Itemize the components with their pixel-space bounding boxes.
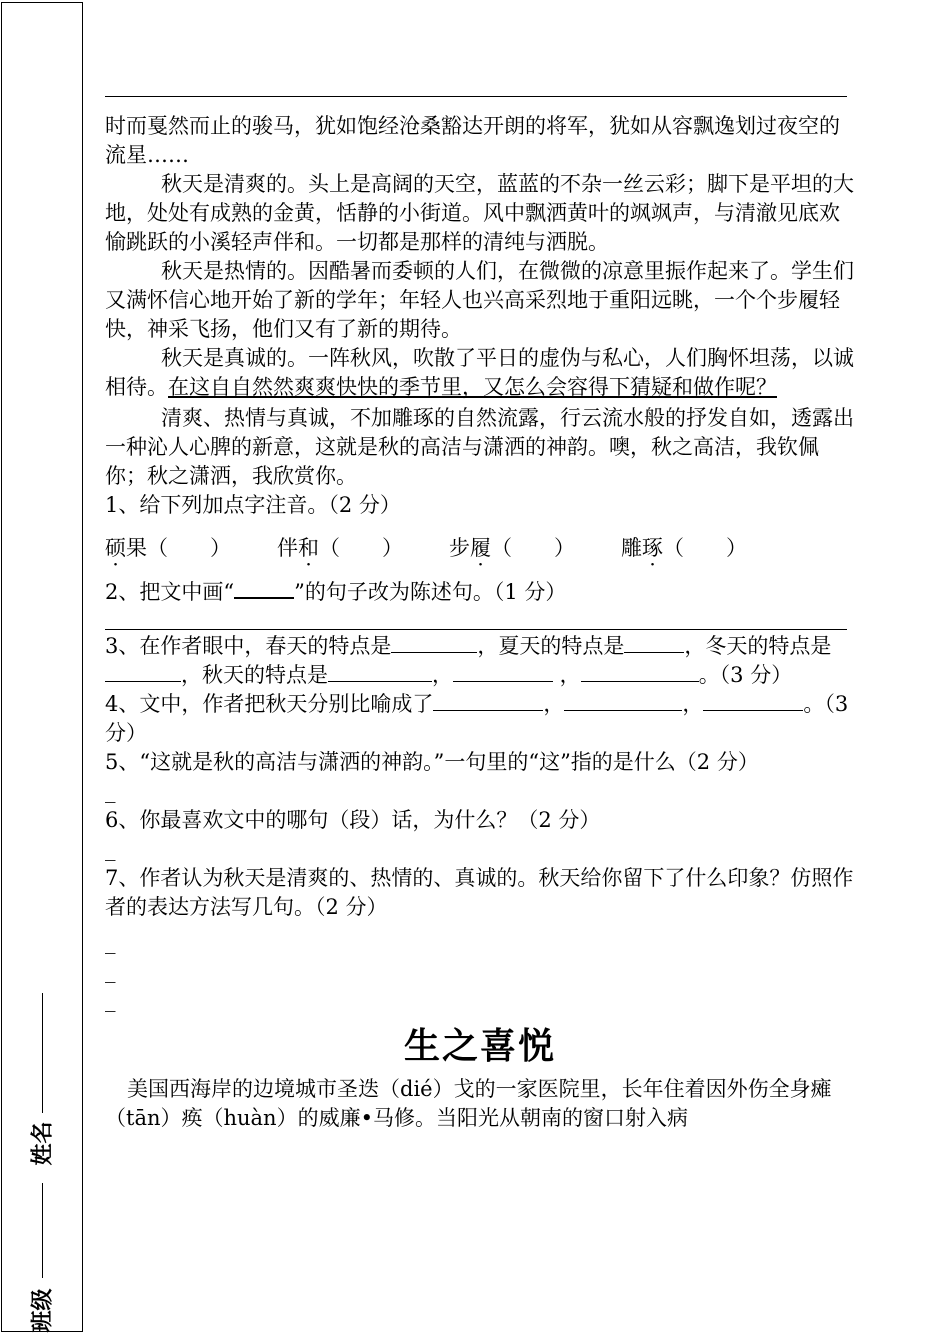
passage-paragraph-4: 清爽、热情与真诚，不加雕琢的自然流露，行云流水般的抒发自如，透露出一种沁人心脾的新意，这就是秋的高洁与潇洒的神韵。噢，秋之高洁，我钦佩你；秋之潇洒，我欣赏你。 bbox=[105, 406, 854, 488]
question-5: 5、“这就是秋的高洁与潇洒的神韵。”一句里的“这”指的是什么（2 分） bbox=[105, 750, 759, 774]
passage-paragraph-1: 秋天是清爽的。头上是高阔的天空，蓝蓝的不杂一丝云彩；脚下是平坦的大地，处处有成熟的金黄，恬静的小街道。风中飘洒黄叶的飒飒声，与清澈见底欢愉跳跃的小溪轻声伴和。一切都是那样的清纯与洒脱。 bbox=[105, 172, 854, 254]
q3-blank-autumn-3[interactable] bbox=[581, 661, 699, 682]
class-blank-line bbox=[42, 1183, 43, 1278]
dotted-char: 琢 bbox=[642, 536, 663, 560]
q4-blank-2[interactable] bbox=[564, 690, 682, 711]
q4-blank-1[interactable] bbox=[433, 690, 543, 711]
passage-paragraph-0: 时而戛然而止的骏马，犹如饱经沧桑豁达开朗的将军，犹如从容飘逸划过夜空的流星…… bbox=[105, 114, 840, 167]
underlined-sentence: 在这自自然然爽爽快快的季节里，又怎么会容得下猜疑和做作呢？ bbox=[168, 375, 777, 399]
exam-page bbox=[105, 112, 855, 1133]
question-4: 4、文中，作者把秋天分别比喻成了 ， ， 。（3 分） bbox=[105, 692, 849, 745]
passage-paragraph-3 bbox=[105, 344, 855, 402]
q7-answer-line-2[interactable]: _ bbox=[105, 959, 116, 983]
q5-answer-line[interactable]: _ bbox=[105, 779, 116, 803]
question-6: 6、你最喜欢文中的哪句（段）话，为什么？（2 分） bbox=[105, 808, 601, 832]
header-rule bbox=[105, 96, 847, 97]
q6-answer-line[interactable]: _ bbox=[105, 837, 116, 861]
q3-blank-autumn-2[interactable] bbox=[453, 661, 553, 682]
name-label: 姓名 bbox=[30, 1121, 56, 1166]
q1-item-4: 雕琢（ ） bbox=[621, 536, 747, 560]
passage-paragraph-2: 秋天是热情的。因酷暑而委顿的人们，在微微的凉意里振作起来了。学生们又满怀信心地开始了新的学年；年轻人也兴高采烈地于重阳远眺，一个个步履轻快，神采飞扬，他们又有了新的期待。 bbox=[105, 259, 854, 341]
q1-item-1: 硕果（ ） bbox=[105, 536, 231, 560]
q1-item-2: 伴和（ ） bbox=[277, 536, 403, 560]
paragraph-3-text: 秋天是真诚的。一阵秋风，吹散了平日的虚伪与私心，人们胸怀坦荡，以诚相待。 bbox=[105, 346, 854, 399]
question-1: 1、给下列加点字注音。（2 分） bbox=[105, 493, 401, 517]
next-passage-paragraph-1: 美国西海岸的边境城市圣迭（dié）戈的一家医院里，长年住着因外伤全身瘫（tān）痪（huàn）的威廉•马修。当阳光从朝南的窗口射入病 bbox=[105, 1077, 832, 1130]
name-blank-line bbox=[42, 993, 43, 1113]
q7-answer-line-3[interactable]: _ bbox=[105, 988, 116, 1012]
q7-answer-line-1[interactable]: _ bbox=[105, 930, 116, 954]
q3-blank-spring[interactable] bbox=[391, 632, 477, 653]
q4-blank-3[interactable] bbox=[703, 690, 803, 711]
binding-margin bbox=[1, 2, 83, 1332]
section-title: 生之喜悦 bbox=[403, 1026, 556, 1067]
question-2: 2、把文中画“ ”的句子改为陈述句。（1 分） bbox=[105, 577, 855, 607]
q3-blank-summer[interactable] bbox=[624, 632, 684, 653]
dotted-char: 和 bbox=[298, 536, 319, 560]
question-1-items bbox=[105, 534, 855, 563]
class-label: 班级 bbox=[30, 1288, 56, 1333]
q3-blank-autumn-1[interactable] bbox=[328, 661, 432, 682]
question-3: 3、在作者眼中，春天的特点是 ，夏天的特点是 ，冬天的特点是，秋天的特点是 ， ， 。（3 分） bbox=[105, 634, 832, 687]
dotted-char: 履 bbox=[470, 536, 491, 560]
q3-blank-winter[interactable] bbox=[105, 661, 181, 682]
q2-answer-line[interactable] bbox=[105, 607, 847, 630]
question-7: 7、作者认为秋天是清爽的、热情的、真诚的。秋天给你留下了什么印象？仿照作者的表达方法写几句。（2 分） bbox=[105, 866, 854, 919]
dotted-char: 硕 bbox=[105, 536, 126, 560]
q2-underline-sample bbox=[234, 577, 294, 599]
q1-item-3: 步履（ ） bbox=[449, 536, 575, 560]
